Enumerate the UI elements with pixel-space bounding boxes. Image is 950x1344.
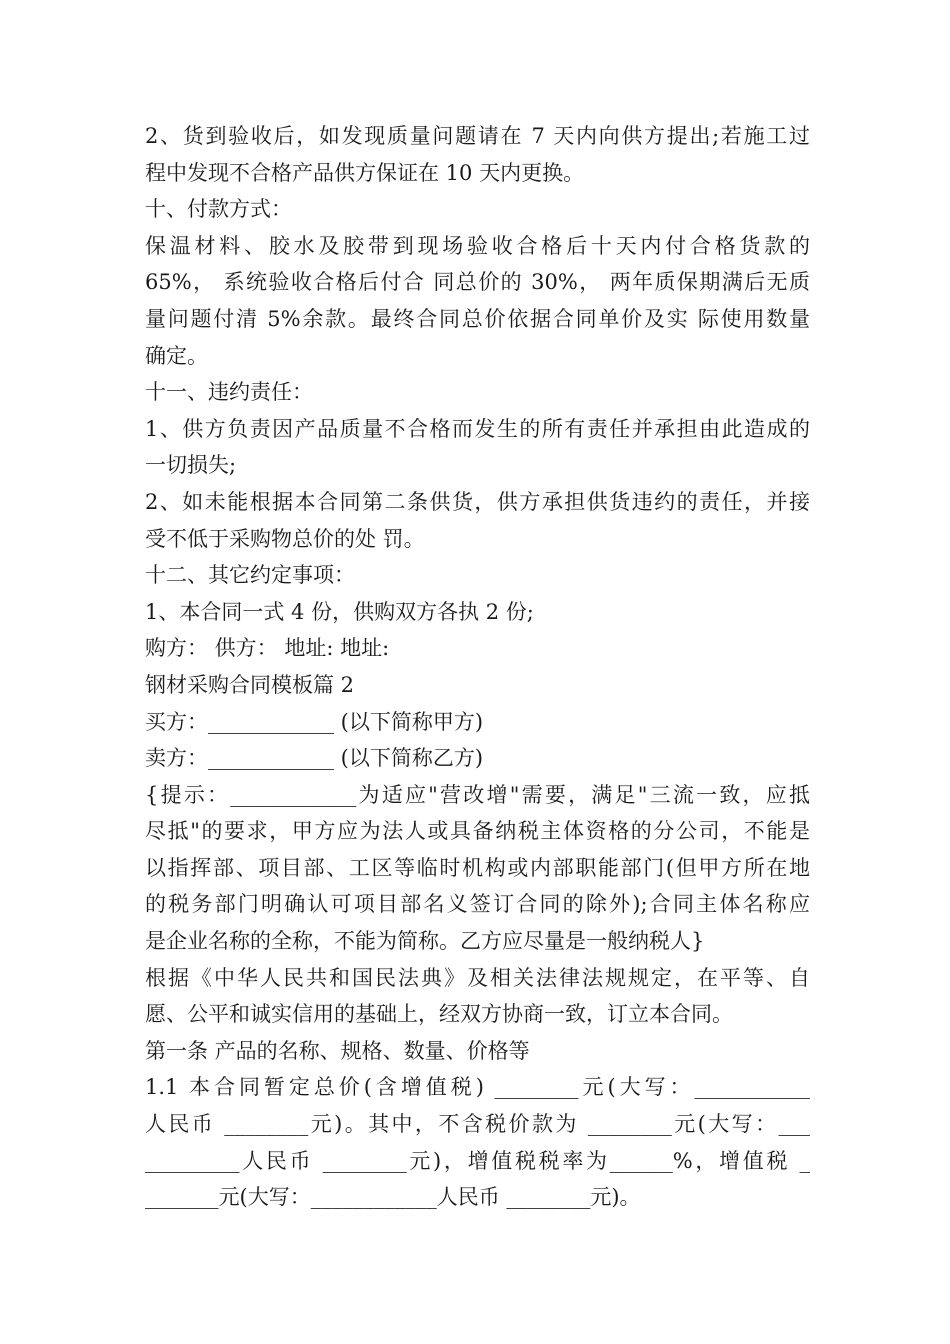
text-line: 愿、公平和诚实信用的基础上，经双方协商一致，订立本合同。 xyxy=(145,1002,733,1027)
text-line: {提示：____________为适应"营改增"需要，满足"三流一致，应抵 xyxy=(145,782,810,807)
text-line: 的税务部门明确认可项目部名义签订合同的除外);合同主体名称应 xyxy=(145,892,810,917)
seller-line: 卖方：____________ (以下简称乙方) xyxy=(145,746,484,771)
text-line: 2、如未能根据本合同第二条供货，供方承担供货违约的责任，并接 xyxy=(145,489,810,514)
text-line: 尽抵"的要求，甲方应为法人或具备纳税主体资格的分公司，不能是 xyxy=(145,819,810,844)
text-line: 2、货到验收后，如发现质量问题请在 7 天内向供方提出;若施工过 xyxy=(145,124,810,148)
section-heading: 十一、违约责任： xyxy=(145,380,313,405)
text-line: 根据《中华人民共和国民法典》及相关法律法规规定，在平等、自 xyxy=(145,965,810,990)
text-line: 1、供方负责因产品质量不合格而发生的所有责任并承担由此造成的 xyxy=(145,416,810,441)
section-heading: 十、付款方式： xyxy=(145,197,292,222)
text-line: 确定。 xyxy=(145,343,208,368)
document-page xyxy=(145,118,810,1216)
text-line: _________人民币 ________元)，增值税税率为______%，增值税 _ xyxy=(145,1148,810,1173)
text-line: 1、本合同一式 4 份，供购双方各执 2 份; xyxy=(145,599,534,624)
text-line: 1.1 本合同暂定总价(含增值税) ________元(大写：___________ xyxy=(145,1075,810,1100)
text-line: 以指挥部、项目部、工区等临时机构或内部职能部门(但甲方所在地 xyxy=(145,855,810,880)
text-line: 人民币 ________元)。其中，不含税价款为 ________元(大写：___ xyxy=(145,1112,810,1137)
text-line: 购方： 供方： 地址: 地址: xyxy=(145,636,390,661)
text-line: 保温材料、胶水及胶带到现场验收合格后十天内付合格货款的 xyxy=(145,233,810,258)
section-heading: 十二、其它约定事项： xyxy=(145,563,355,588)
article-heading: 第一条 产品的名称、规格、数量、价格等 xyxy=(145,1038,530,1063)
text-line: 量问题付清 5%余款。最终合同总价依据合同单价及实 际使用数量 xyxy=(145,306,810,331)
text-line: 65%， 系统验收合格后付合 同总价的 30%， 两年质保期满后无质 xyxy=(145,270,810,295)
document-title: 钢材采购合同模板篇 2 xyxy=(145,672,355,697)
text-line: 程中发现不合格产品供方保证在 10 天内更换。 xyxy=(145,160,585,185)
text-line: 受不低于采购物总价的处 罚。 xyxy=(145,526,425,551)
text-line: 是企业名称的全称，不能为简称。乙方应尽量是一般纳税人} xyxy=(145,929,705,954)
text-line: _______元(大写：____________人民币 ________元)。 xyxy=(145,1185,641,1210)
buyer-line: 买方：____________ (以下简称甲方) xyxy=(145,709,484,734)
text-line: 一切损失; xyxy=(145,453,237,478)
